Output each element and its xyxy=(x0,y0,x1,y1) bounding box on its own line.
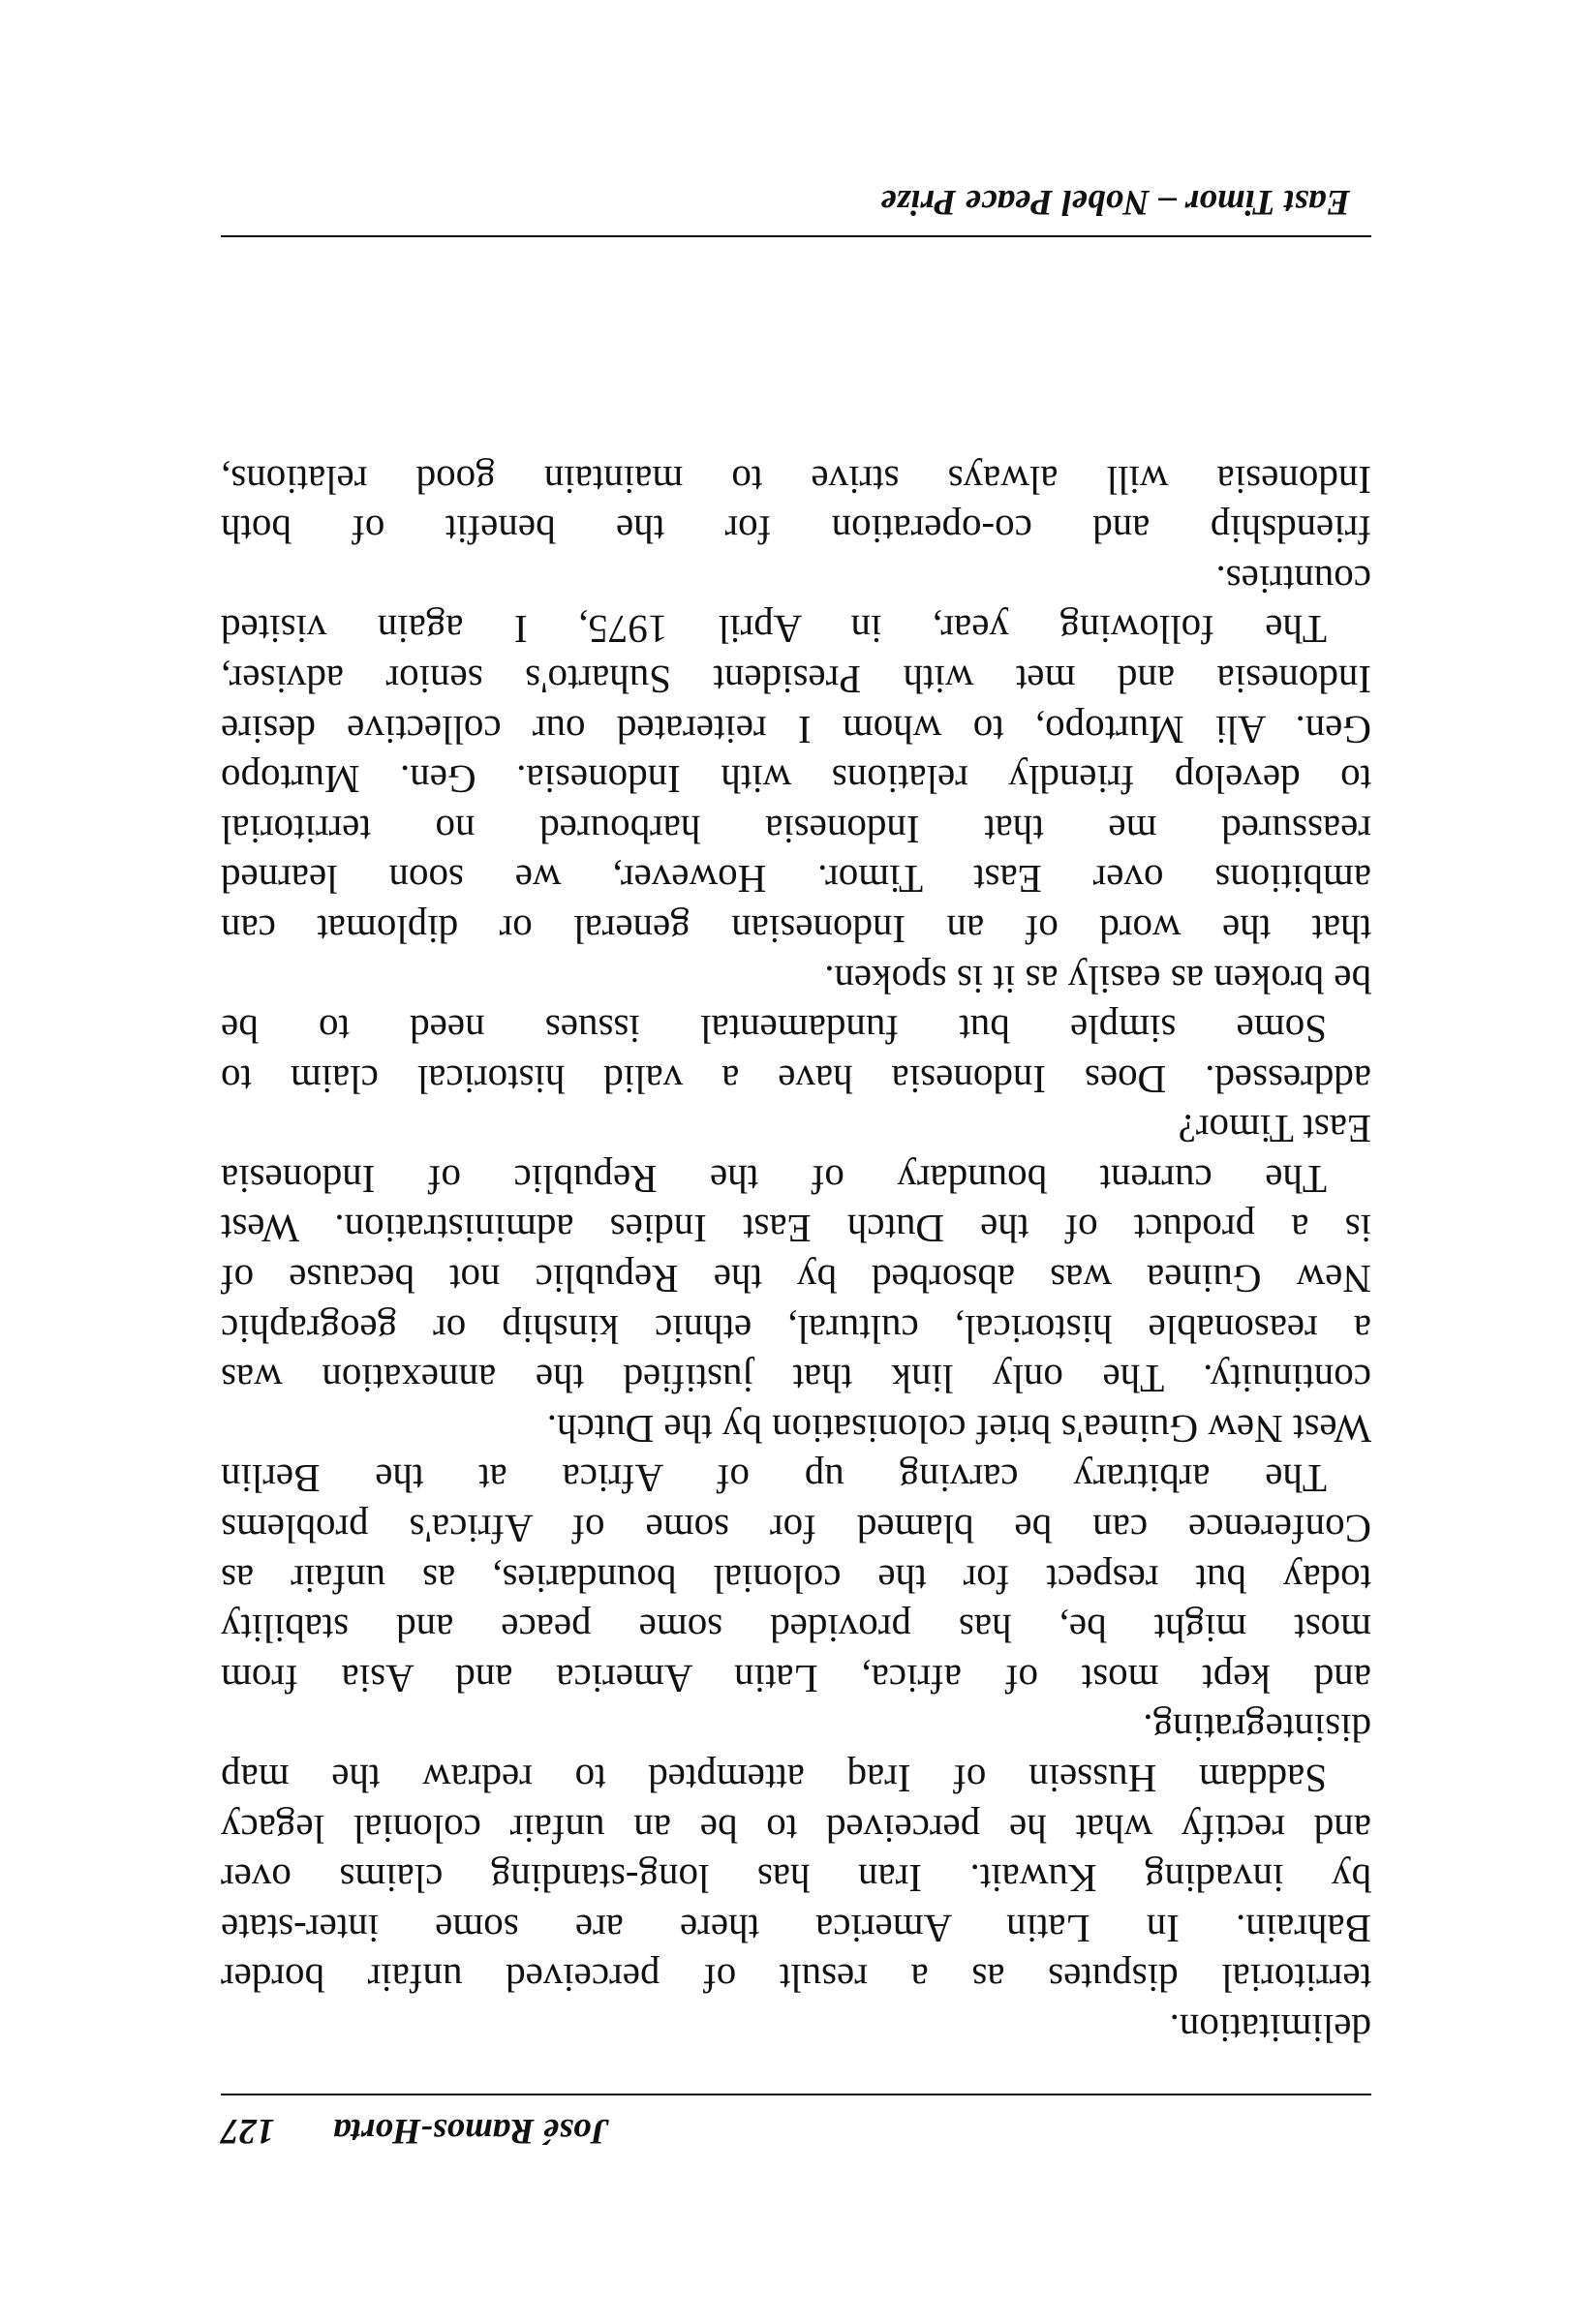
text-line: continuity. The only link that justified the annexation was xyxy=(221,1357,1371,1402)
text-line: West New Guinea's brief colonisation by the Dutch. xyxy=(546,1406,1371,1452)
text-line: disintegrating. xyxy=(1143,1706,1371,1752)
text-block xyxy=(221,454,1371,2152)
text-line: Some simple but fundamental issues need to be xyxy=(221,1007,1327,1053)
footer-rule xyxy=(221,235,1371,237)
page-number: 127 xyxy=(221,2111,275,2151)
text-line: Indonesia and met with President Suharto's senior adviser, xyxy=(221,657,1371,702)
text-line: Saddam Hussein of Iraq attempted to redraw the map xyxy=(221,1757,1327,1802)
text-line: a reasonable historical, cultural, ethnic kinship or geographic xyxy=(221,1306,1371,1352)
text-line: that the word of an Indonesian general or diplomat can xyxy=(221,906,1371,952)
text-line: ambitions over East Timor. However, we soon learned xyxy=(221,857,1371,902)
running-footer: East Timor – Nobel Peace Prize xyxy=(880,182,1350,222)
text-line: to develop friendly relations with Indonesia. Gen. Murtopo xyxy=(221,757,1371,803)
text-line: most might be, has provided some peace and stability xyxy=(221,1606,1371,1652)
text-line: The current boundary of the Republic of Indonesia xyxy=(221,1156,1327,1202)
text-line: The arbitrary carving up of Africa at the Berlin xyxy=(221,1456,1327,1502)
text-line: countries. xyxy=(1215,557,1371,602)
text-line: Bahrain. In Latin America there are some inter-state xyxy=(221,1906,1371,1951)
text-line: delimitation. xyxy=(1169,2006,1371,2051)
text-line: East Timor? xyxy=(1178,1107,1371,1152)
running-head-title: José Ramos-Horta xyxy=(333,2111,609,2151)
text-line: addressed. Does Indonesia have a valid historical claim to xyxy=(221,1056,1371,1102)
text-line: is a product of the Dutch East Indies administration. West xyxy=(221,1207,1371,1252)
text-line: friendship and co-operation for the benefit of both xyxy=(221,507,1371,553)
text-line: Conference can be blamed for some of Africa's problems xyxy=(221,1507,1371,1552)
text-line: New Guinea was absorbed by the Republic not because of xyxy=(221,1257,1371,1302)
text-line: The following year, in April 1975, I again visited xyxy=(221,607,1327,653)
body-text xyxy=(221,454,1371,2053)
text-line: and rectify what he perceived to be an unfair colonial legacy xyxy=(221,1806,1371,1851)
text-line: be broken as easily as it is spoken. xyxy=(824,957,1371,1002)
text-line: territorial disputes as a result of perceived unfair border xyxy=(221,1956,1371,2002)
text-line: today but respect for the colonial boundaries, as unfair as xyxy=(221,1556,1371,1602)
running-head xyxy=(221,2094,1371,2152)
text-line: Gen. Ali Murtopo, to whom I reiterated our collective desire xyxy=(221,707,1371,752)
text-line: and kept most of africa, Latin America and Asia from xyxy=(221,1656,1371,1701)
text-line: reassured me that Indonesia harboured no territorial xyxy=(221,807,1371,852)
text-line: Indonesia will always strive to maintain good relations, xyxy=(221,457,1371,503)
text-line: by invading Kuwait. Iran has long-standing claims over xyxy=(221,1856,1371,1902)
